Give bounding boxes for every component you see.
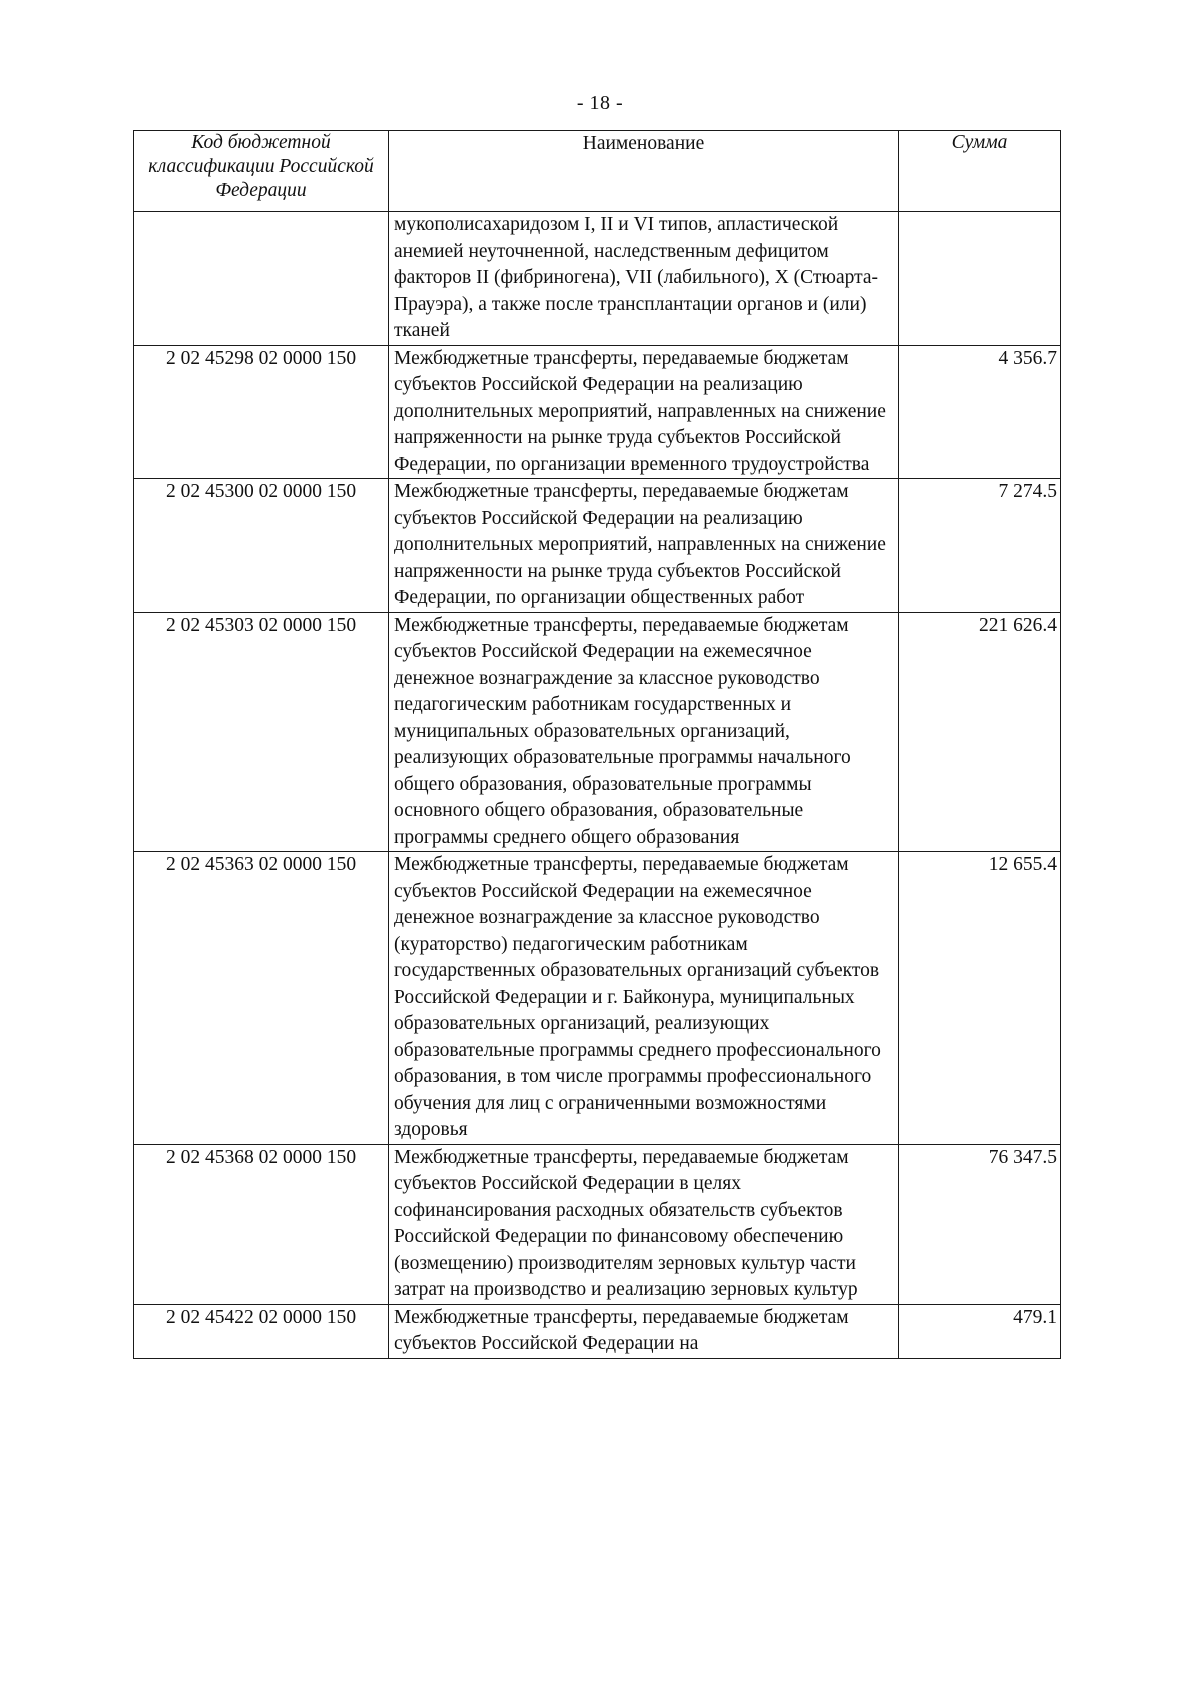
row-name: Межбюджетные трансферты, передаваемые бюджетам субъектов Российской Федерации на ежемесячное денежное вознаграждение за классное руководство (кураторство) педагогическим работникам государственных образовательных организаций субъектов Российской Федерации и г. Байконура, муниципальных образовательных организаций, реализующих образовательные программы среднего профессионального образования, в том числе программы профессионального обучения для лиц с ограниченными возможностями здоровья bbox=[389, 852, 899, 1145]
row-sum: 12 655.4 bbox=[899, 852, 1061, 1145]
row-sum: 479.1 bbox=[899, 1304, 1061, 1358]
row-name: Межбюджетные трансферты, передаваемые бюджетам субъектов Российской Федерации в целях софинансирования расходных обязательств субъектов Российской Федерации по финансовому обеспечению (возмещению) производителям зерновых культур части затрат на производство и реализацию зерновых культур bbox=[389, 1144, 899, 1304]
table-row bbox=[134, 1144, 1061, 1304]
row-sum: 7 274.5 bbox=[899, 479, 1061, 613]
table-row bbox=[134, 479, 1061, 613]
row-name: Межбюджетные трансферты, передаваемые бюджетам субъектов Российской Федерации на bbox=[389, 1304, 899, 1358]
header-name: Наименование bbox=[389, 131, 899, 212]
table-row bbox=[134, 345, 1061, 479]
row-sum bbox=[899, 212, 1061, 346]
table-row bbox=[134, 1304, 1061, 1358]
row-sum: 221 626.4 bbox=[899, 612, 1061, 852]
header-code: Код бюджетной классификации Российской Федерации bbox=[134, 131, 389, 212]
row-name: Межбюджетные трансферты, передаваемые бюджетам субъектов Российской Федерации на ежемесячное денежное вознаграждение за классное руководство педагогическим работникам государственных и муниципальных образовательных организаций, реализующих образовательные программы начального общего образования, образовательные программы основного общего образования, образовательные программы среднего общего образования bbox=[389, 612, 899, 852]
table-header-row bbox=[134, 131, 1061, 212]
row-code: 2 02 45298 02 0000 150 bbox=[134, 345, 389, 479]
row-code: 2 02 45368 02 0000 150 bbox=[134, 1144, 389, 1304]
row-code: 2 02 45303 02 0000 150 bbox=[134, 612, 389, 852]
table-row bbox=[134, 212, 1061, 346]
row-code bbox=[134, 212, 389, 346]
row-name: Межбюджетные трансферты, передаваемые бюджетам субъектов Российской Федерации на реализацию дополнительных мероприятий, направленных на снижение напряженности на рынке труда субъектов Российской Федерации, по организации общественных работ bbox=[389, 479, 899, 613]
row-code: 2 02 45363 02 0000 150 bbox=[134, 852, 389, 1145]
row-code: 2 02 45422 02 0000 150 bbox=[134, 1304, 389, 1358]
table-row bbox=[134, 852, 1061, 1145]
page-number: - 18 - bbox=[576, 92, 624, 114]
row-name: Межбюджетные трансферты, передаваемые бюджетам субъектов Российской Федерации на реализацию дополнительных мероприятий, направленных на снижение напряженности на рынке труда субъектов Российской Федерации, по организации временного трудоустройства bbox=[389, 345, 899, 479]
row-sum: 76 347.5 bbox=[899, 1144, 1061, 1304]
row-name: мукополисахаридозом I, II и VI типов, апластической анемией неуточненной, наследственным дефицитом факторов II (фибриногена), VII (лабильного), X (Стюарта-Прауэра), а также после трансплантации органов и (или) тканей bbox=[389, 212, 899, 346]
table-row bbox=[134, 612, 1061, 852]
row-sum: 4 356.7 bbox=[899, 345, 1061, 479]
header-sum: Сумма bbox=[899, 131, 1061, 212]
budget-classification-table bbox=[133, 130, 1061, 1359]
row-code: 2 02 45300 02 0000 150 bbox=[134, 479, 389, 613]
